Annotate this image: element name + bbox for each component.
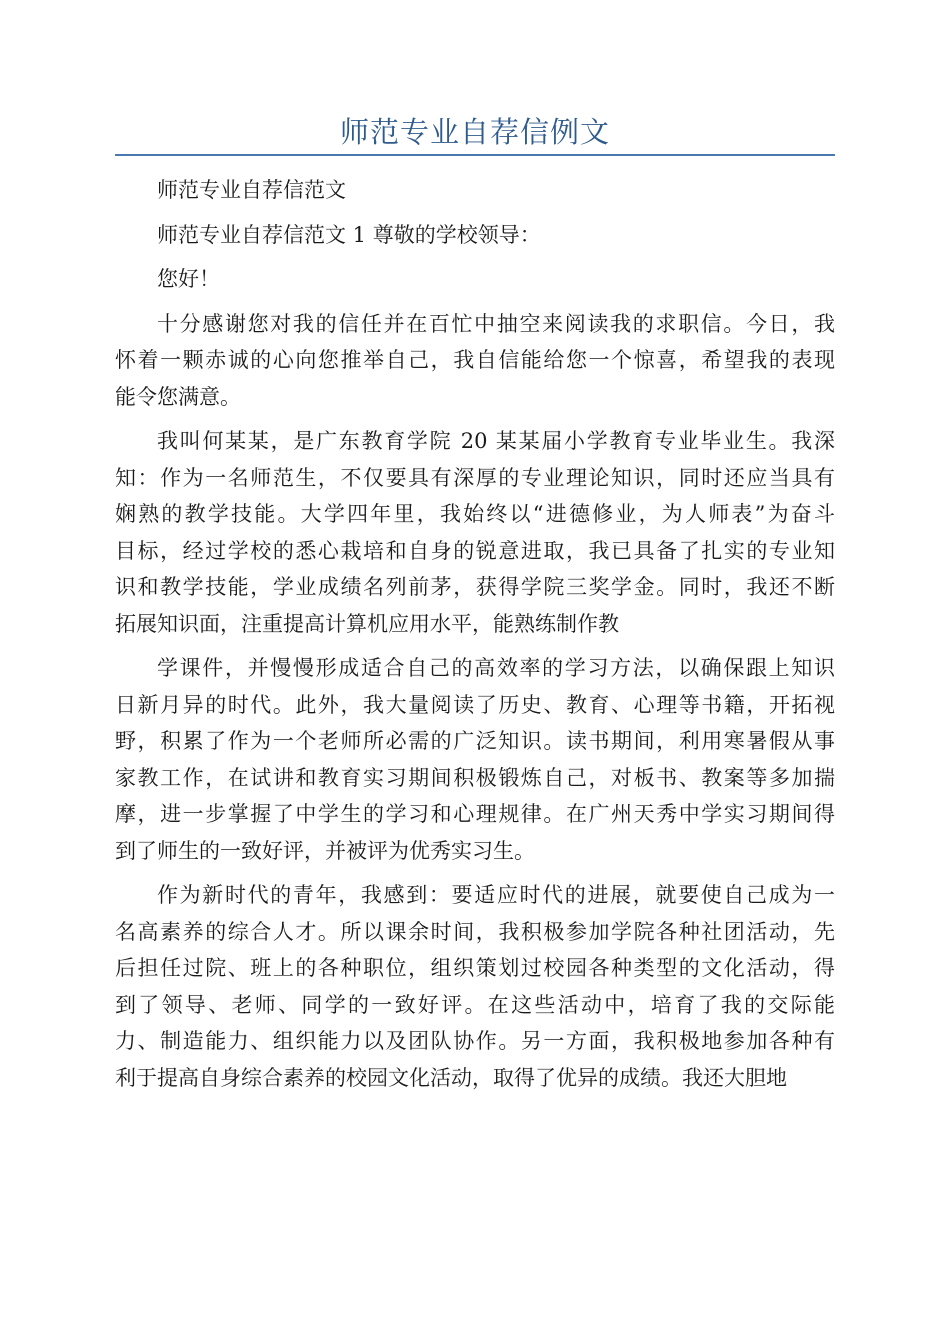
- paragraph: [115, 877, 835, 1096]
- paragraph: [115, 261, 835, 298]
- paragraph-line: 家教工作，在试讲和教育实习期间积极锻炼自己，对板书、教案等多加揣: [115, 765, 835, 790]
- paragraph-line: 十分感谢您对我的信任并在百忙中抽空来阅读我的求职信。今日，我: [157, 311, 835, 336]
- paragraph: [115, 423, 835, 642]
- paragraph-line: 作为新时代的青年，我感到：要适应时代的进展，就要使自己成为一: [157, 883, 835, 907]
- paragraph-line: 您好！: [157, 267, 220, 291]
- paragraph-line: 知：作为一名师范生，不仅要具有深厚的专业理论知识，同时还应当具有: [115, 465, 835, 490]
- document-title: 师范专业自荐信例文: [339, 115, 610, 149]
- paragraph-line: 怀着一颗赤诚的心向您推举自己，我自信能给您一个惊喜，希望我的表现: [115, 348, 835, 372]
- title-underline: [115, 154, 835, 156]
- paragraph: [115, 172, 835, 209]
- paragraph-line: 摩，进一步掌握了中学生的学习和心理规律。在广州天秀中学实习期间得: [115, 802, 835, 826]
- paragraph-line: 师范专业自荐信范文 1 尊敬的学校领导：: [157, 222, 541, 247]
- paragraph: [115, 650, 835, 869]
- paragraph-line: 野，积累了作为一个老师所必需的广泛知识。读书期间，利用寒暑假从事: [115, 729, 835, 753]
- paragraph-line: 后担任过院、班上的各种职位，组织策划过校园各种类型的文化活动，得: [115, 956, 835, 980]
- paragraph-line: 娴熟的教学技能。大学四年里，我始终以“进德修业，为人师表”为奋斗: [115, 502, 835, 526]
- paragraph-line: 识和教学技能，学业成绩名列前茅，获得学院三奖学金。同时，我还不断: [115, 575, 835, 599]
- paragraph-line: 学课件，并慢慢形成适合自己的高效率的学习方法，以确保跟上知识: [157, 656, 835, 680]
- paragraph-line: 目标，经过学校的悉心栽培和自身的锐意进取，我已具备了扎实的专业知: [115, 538, 835, 563]
- paragraph: [115, 217, 835, 254]
- paragraph-line: 拓展知识面，注重提高计算机应用水平，能熟练制作教: [115, 611, 619, 636]
- paragraph-line: 力、制造能力、组织能力以及团队协作。另一方面，我积极地参加各种有: [115, 1029, 835, 1053]
- paragraph-line: 到了领导、老师、同学的一致好评。在这些活动中，培育了我的交际能: [115, 992, 835, 1017]
- paragraph-line: 日新月异的时代。此外，我大量阅读了历史、教育、心理等书籍，开拓视: [115, 692, 835, 717]
- paragraph: [115, 306, 835, 416]
- paragraph-line: 到了师生的一致好评，并被评为优秀实习生。: [115, 838, 535, 863]
- paragraph-line: 名高素养的综合人才。所以课余时间，我积极参加学院各种社团活动，先: [115, 919, 835, 944]
- document-body: [115, 172, 835, 1104]
- paragraph-line: 利于提高自身综合素养的校园文化活动，取得了优异的成绩。我还大胆地: [115, 1065, 787, 1090]
- paragraph-line: 师范专业自荐信范文: [157, 178, 346, 202]
- paragraph-line: 我叫何某某，是广东教育学院 20 某某届小学教育专业毕业生。我深: [157, 429, 835, 453]
- paragraph-line: 能令您满意。: [115, 384, 241, 409]
